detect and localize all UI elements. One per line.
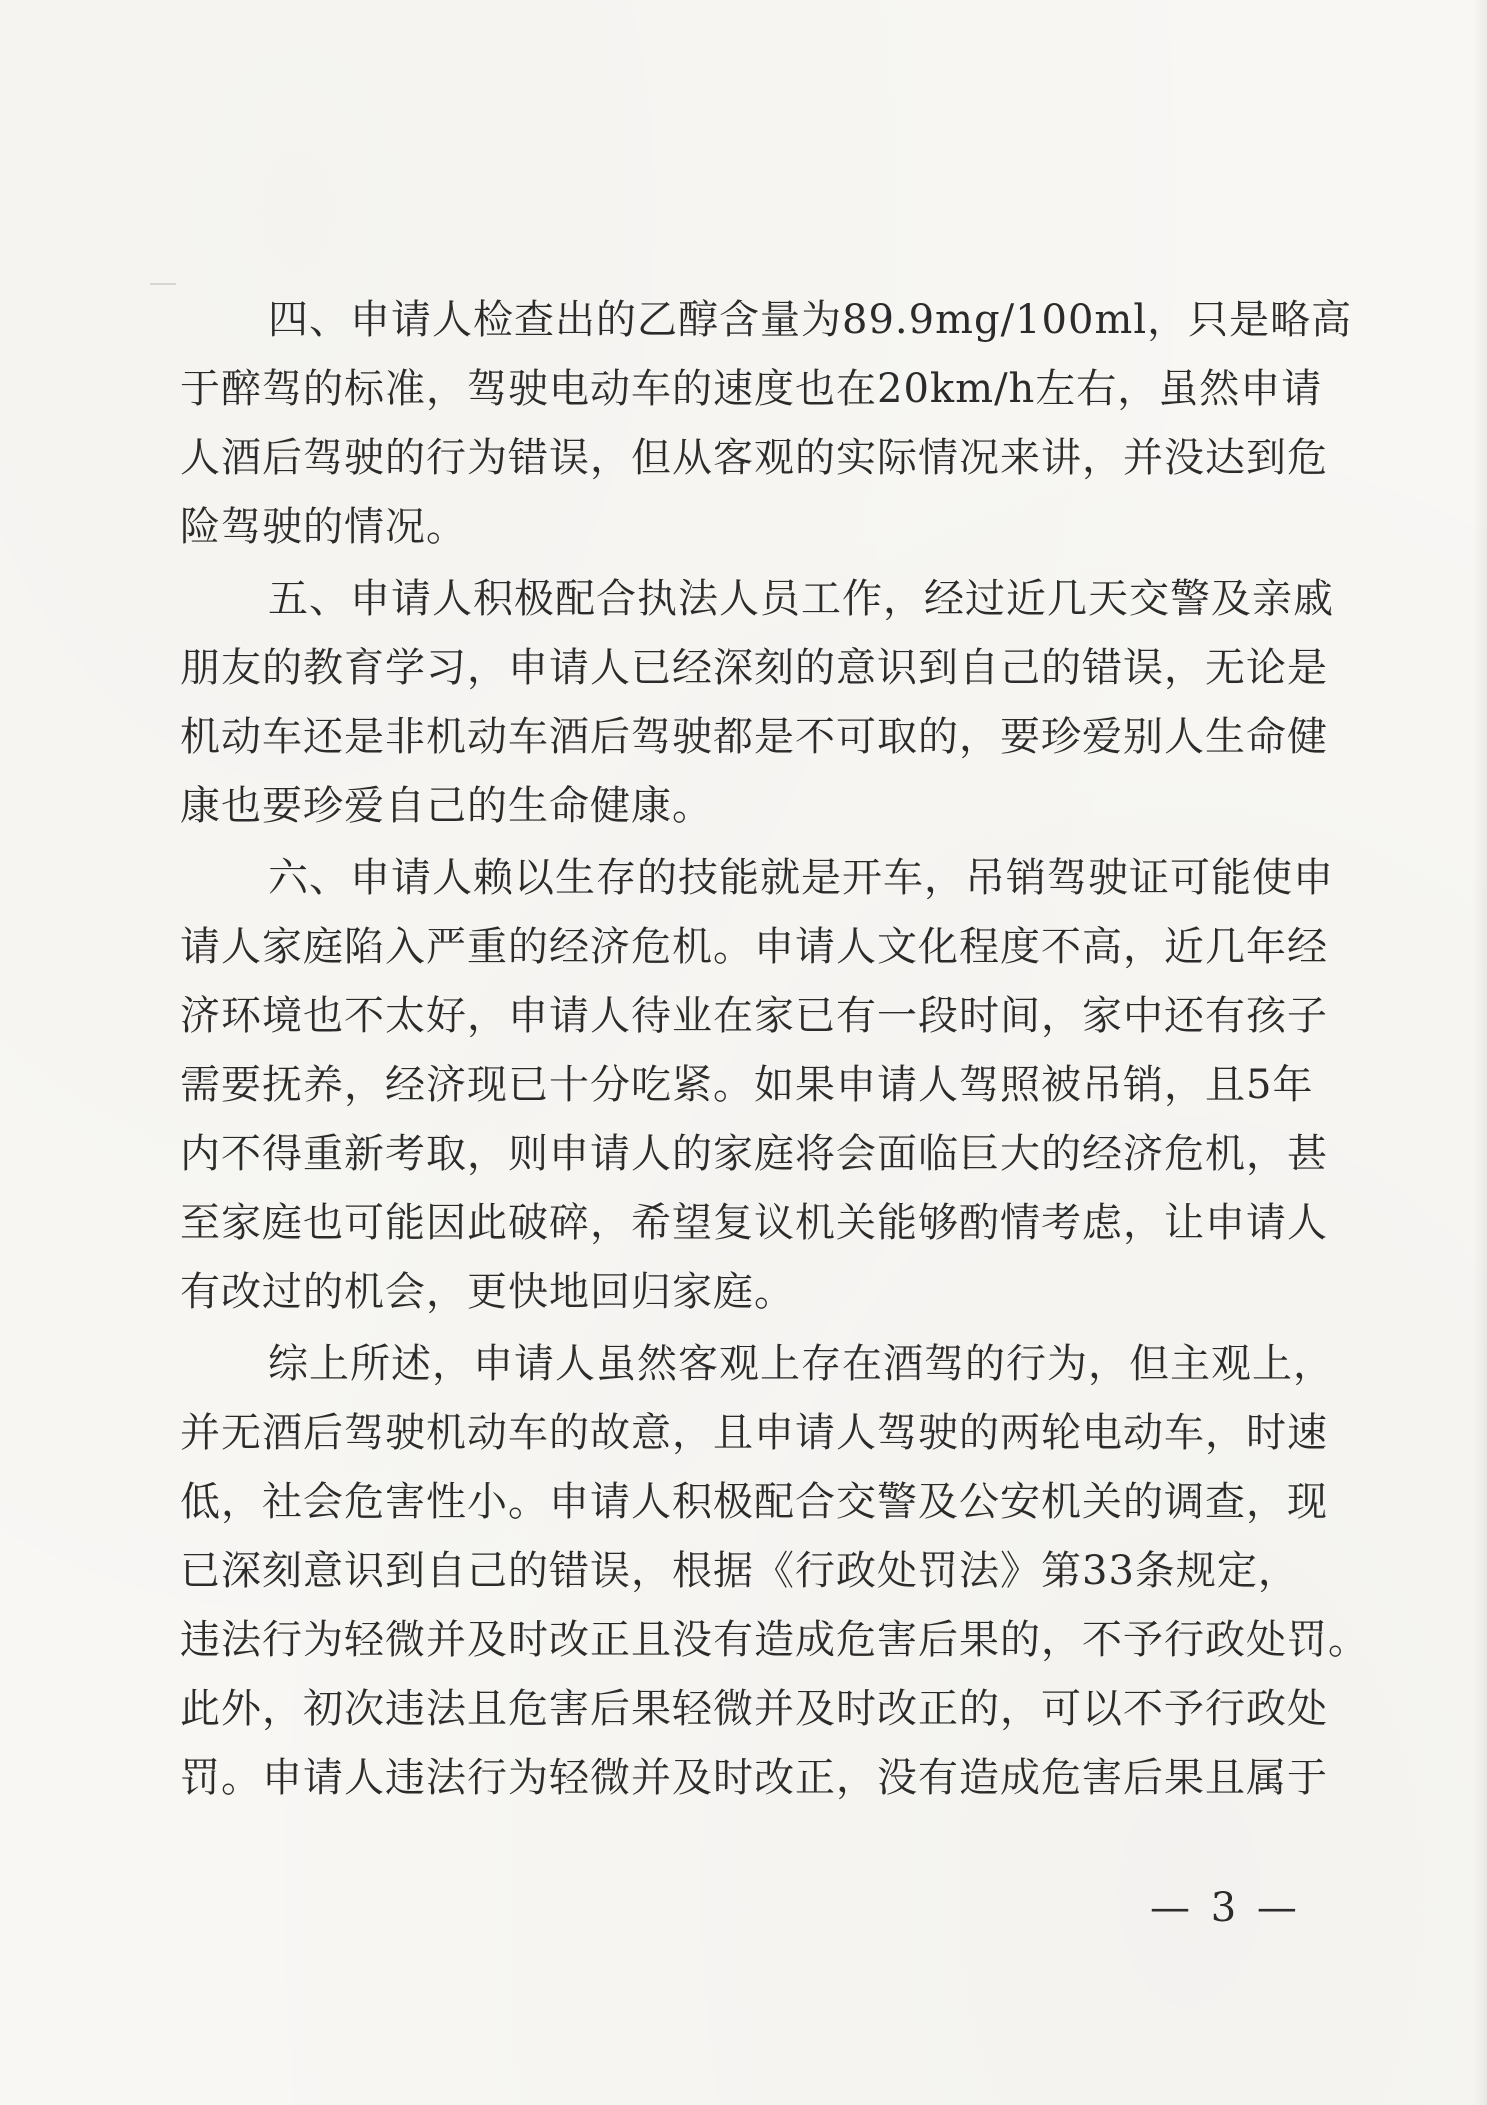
page-number: — 3 — [1150,1885,1301,1931]
page-edge-shadow [1473,0,1487,2105]
paragraph-line: 违法行为轻微并及时改正且没有造成危害后果的，不予行政处罚。 [180,1617,1369,1663]
paragraph-line: 机动车还是非机动车酒后驾驶都是不可取的，要珍爱别人生命健 [180,714,1328,760]
paragraph-line: 综上所述，申请人虽然客观上存在酒驾的行为，但主观上， [268,1341,1334,1387]
paragraph-5 [180,565,1334,841]
paragraph-line: 并无酒后驾驶机动车的故意，且申请人驾驶的两轮电动车，时速 [180,1410,1328,1456]
paragraph-line: 济环境也不太好，申请人待业在家已有一段时间，家中还有孩子 [180,993,1328,1039]
scan-mark [150,283,176,285]
paragraph-line: 险驾驶的情况。 [180,504,467,550]
paragraph-line: 人酒后驾驶的行为错误，但从客观的实际情况来讲，并没达到危 [180,435,1328,481]
paragraph-line: 有改过的机会，更快地回归家庭。 [180,1269,795,1315]
paragraph-line: 已深刻意识到自己的错误，根据《行政处罚法》第33条规定， [180,1548,1299,1594]
paragraph-line: 此外，初次违法且危害后果轻微并及时改正的，可以不予行政处 [180,1686,1328,1732]
paragraph-line: 六、申请人赖以生存的技能就是开车，吊销驾驶证可能使申 [268,855,1334,901]
paragraph-line: 五、申请人积极配合执法人员工作，经过近几天交警及亲戚 [268,576,1334,622]
paragraph-line: 请人家庭陷入严重的经济危机。申请人文化程度不高，近几年经 [180,924,1328,970]
paragraph-line: 需要抚养，经济现已十分吃紧。如果申请人驾照被吊销，且5年 [180,1062,1314,1108]
paragraph-line: 罚。申请人违法行为轻微并及时改正，没有造成危害后果且属于 [180,1755,1328,1801]
paragraph-line: 四、申请人检查出的乙醇含量为89.9mg/100ml，只是略高 [268,297,1353,343]
paragraph-summary [180,1330,1369,1813]
paragraph-line: 内不得重新考取，则申请人的家庭将会面临巨大的经济危机，甚 [180,1131,1328,1177]
paragraph-4 [180,286,1353,562]
paragraph-line: 朋友的教育学习，申请人已经深刻的意识到自己的错误，无论是 [180,645,1328,691]
paragraph-line: 于醉驾的标准，驾驶电动车的速度也在20km/h左右，虽然申请 [180,366,1323,412]
paragraph-line: 低，社会危害性小。申请人积极配合交警及公安机关的调查，现 [180,1479,1328,1525]
document-body [180,286,1369,1813]
paragraph-line: 至家庭也可能因此破碎，希望复议机关能够酌情考虑，让申请人 [180,1200,1328,1246]
paragraph-line: 康也要珍爱自己的生命健康。 [180,783,713,829]
paragraph-6 [180,844,1334,1327]
